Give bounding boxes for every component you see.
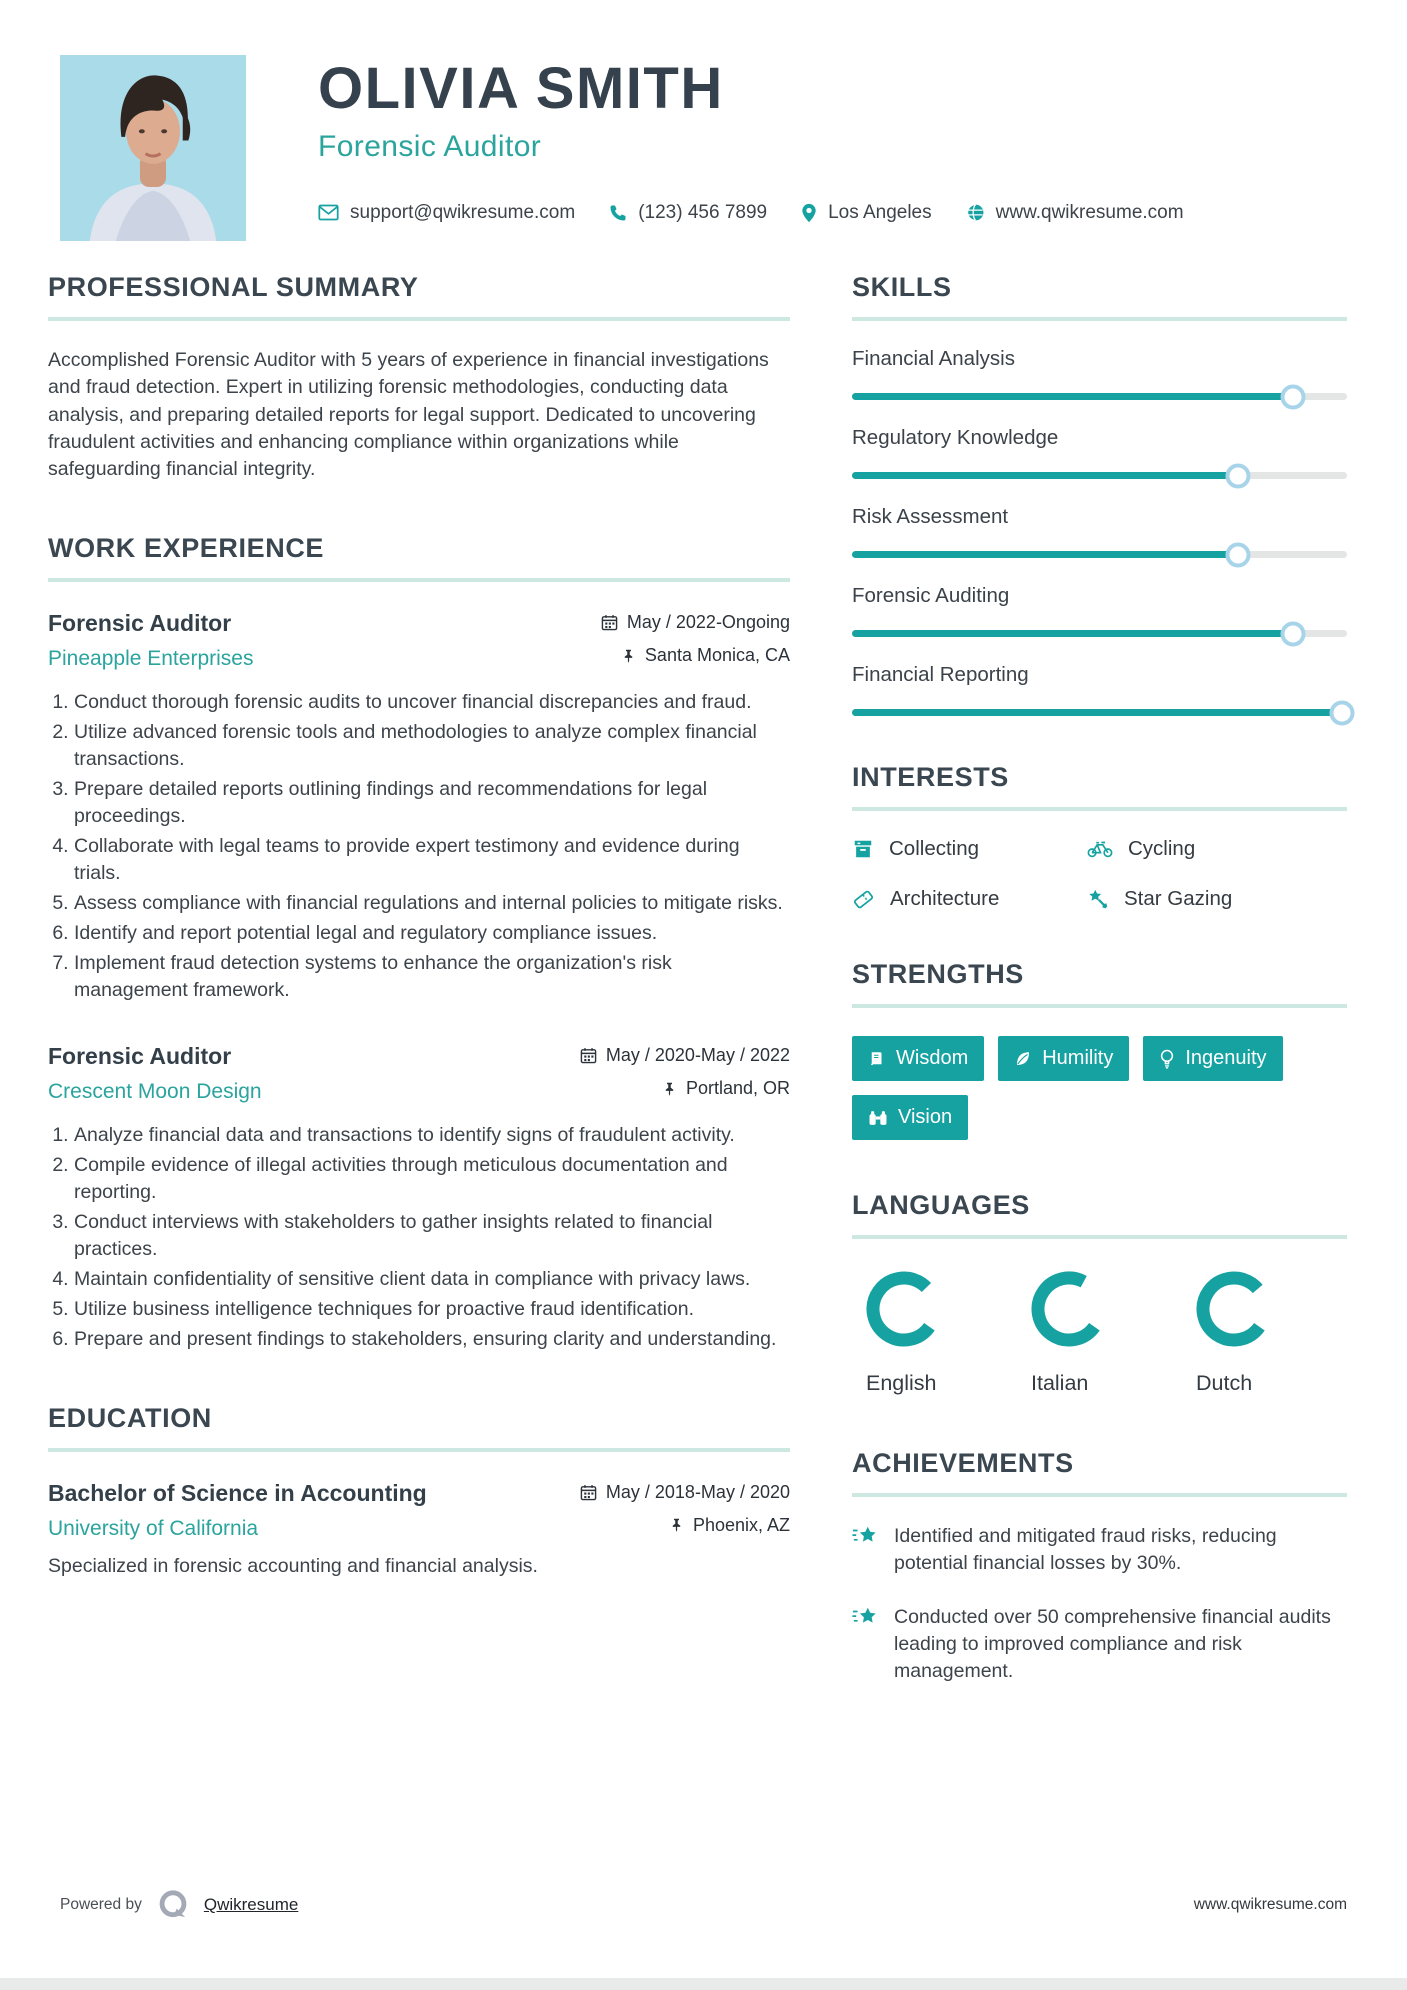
strength-badge	[1143, 1036, 1282, 1081]
language-item	[1017, 1269, 1182, 1396]
work-entry-date: May / 2020-May / 2022	[580, 1045, 790, 1066]
page-title: OLIVIA SMITH	[318, 56, 724, 121]
strength-label: Wisdom	[896, 1047, 969, 1069]
qwikresume-logo	[156, 1888, 190, 1922]
pushpin-icon	[669, 1517, 684, 1533]
section-achievements	[852, 1448, 1347, 1685]
language-level-ring	[1194, 1269, 1274, 1349]
bullet: 1. Conduct thorough forensic audits to uncover financial discrepancies and fraud.	[74, 689, 790, 716]
calendar-icon	[580, 1484, 597, 1501]
skill-item	[852, 584, 1347, 637]
contact-email-text: support@qwikresume.com	[350, 201, 576, 223]
interest-item	[852, 837, 1087, 861]
pushpin-icon	[662, 1081, 677, 1097]
contact-email	[318, 202, 575, 224]
skill-slider[interactable]	[852, 709, 1347, 716]
skill-slider-knob[interactable]	[1226, 463, 1251, 488]
calendar-icon	[580, 1047, 597, 1064]
bullet: 3. Prepare detailed reports outlining findings and recommendations for legal proceedings.	[74, 776, 790, 830]
lightbulb-icon	[1159, 1049, 1175, 1069]
interests-heading: INTERESTS	[852, 762, 1009, 792]
bullet: 6. Prepare and present findings to stakeholders, ensuring clarity and understanding.	[74, 1326, 790, 1353]
interest-item	[852, 887, 1087, 911]
shooting-star-icon	[852, 1525, 878, 1549]
skill-slider-knob[interactable]	[1330, 700, 1355, 725]
work-entry-title: Forensic Auditor	[48, 1043, 232, 1070]
work-heading: WORK EXPERIENCE	[48, 533, 325, 564]
header-text	[318, 55, 1184, 241]
bullet: 2. Compile evidence of illegal activities through meticulous documentation and reporting.	[74, 1152, 790, 1206]
interest-label: Collecting	[889, 837, 980, 860]
language-label: Italian	[1031, 1371, 1089, 1395]
skill-slider-fill	[852, 472, 1238, 479]
skill-slider-knob[interactable]	[1226, 542, 1251, 567]
section-rule	[852, 1235, 1347, 1239]
job-title-subtitle: Forensic Auditor	[318, 129, 542, 163]
skill-item	[852, 663, 1347, 716]
bottom-strip	[0, 1978, 1407, 1990]
summary-heading: PROFESSIONAL SUMMARY	[48, 272, 419, 302]
pushpin-icon	[621, 648, 636, 664]
header	[60, 55, 1347, 241]
contact-phone-text: (123) 456 7899	[638, 201, 768, 223]
globe-icon	[966, 203, 985, 222]
work-bullet-list	[48, 1122, 790, 1352]
education-heading: EDUCATION	[48, 1402, 212, 1433]
bullet: 1. Analyze financial data and transactions to identify signs of fraudulent activity.	[74, 1122, 790, 1149]
skill-slider-knob[interactable]	[1280, 621, 1305, 646]
skill-slider[interactable]	[852, 472, 1347, 479]
interest-item	[1087, 887, 1347, 911]
section-rule	[48, 578, 790, 582]
bullet: 4. Maintain confidentiality of sensitive client data in compliance with privacy laws.	[74, 1266, 790, 1293]
contact-location-text: Los Angeles	[828, 201, 932, 223]
bullet: 6. Identify and report potential legal and regulatory compliance issues.	[74, 920, 790, 947]
language-level-ring	[864, 1269, 944, 1349]
interest-label: Cycling	[1128, 837, 1196, 860]
skill-slider[interactable]	[852, 393, 1347, 400]
achievement-item	[852, 1523, 1347, 1578]
skill-label: Risk Assessment	[852, 505, 1009, 528]
work-entry	[48, 1043, 790, 1352]
skill-label: Regulatory Knowledge	[852, 426, 1059, 449]
section-skills	[852, 272, 1347, 716]
strength-label: Humility	[1042, 1047, 1114, 1069]
education-degree: Bachelor of Science in Accounting	[48, 1479, 427, 1506]
skill-slider-fill	[852, 551, 1238, 558]
strength-label: Vision	[898, 1106, 953, 1128]
skill-slider-knob[interactable]	[1280, 384, 1305, 409]
skill-slider-fill	[852, 709, 1342, 716]
calendar-icon	[601, 614, 618, 631]
leaf-icon	[1014, 1050, 1032, 1068]
shooting-star-icon	[852, 1606, 878, 1630]
education-school: University of California	[48, 1516, 259, 1540]
main-column	[48, 272, 790, 1578]
binoculars-icon	[868, 1109, 888, 1127]
work-entry-title: Forensic Auditor	[48, 610, 232, 637]
interest-label: Architecture	[890, 887, 1000, 910]
archive-icon	[852, 838, 874, 860]
language-item	[1182, 1269, 1347, 1396]
work-entry-date: May / 2022-Ongoing	[601, 612, 790, 633]
section-professional-summary	[48, 272, 790, 483]
skill-label: Financial Analysis	[852, 347, 1015, 370]
achievement-text: Conducted over 50 comprehensive financial audits leading to improved compliance and risk management.	[894, 1605, 1331, 1683]
work-entry-location: Santa Monica, CA	[601, 645, 790, 666]
languages-heading: LANGUAGES	[852, 1190, 1030, 1220]
contact-website-text: www.qwikresume.com	[995, 201, 1184, 223]
language-label: Dutch	[1196, 1371, 1253, 1395]
skill-slider[interactable]	[852, 551, 1347, 558]
skills-heading: SKILLS	[852, 272, 952, 302]
strength-label: Ingenuity	[1185, 1047, 1267, 1069]
strength-badge	[852, 1036, 984, 1081]
map-pin-icon	[801, 203, 817, 223]
skill-slider[interactable]	[852, 630, 1347, 637]
language-item	[852, 1269, 1017, 1396]
achievements-heading: ACHIEVEMENTS	[852, 1448, 1074, 1478]
work-entry-location: Portland, OR	[580, 1078, 790, 1099]
skill-item	[852, 505, 1347, 558]
shooting-star-icon	[1087, 888, 1109, 910]
work-entry-company: Pineapple Enterprises	[48, 647, 254, 671]
contact-phone	[609, 202, 767, 224]
section-rule	[852, 807, 1347, 811]
book-icon	[868, 1050, 886, 1068]
education-entry	[48, 1480, 790, 1578]
skill-item	[852, 347, 1347, 400]
avatar	[60, 55, 246, 241]
section-languages	[852, 1190, 1347, 1396]
work-bullet-list	[48, 689, 790, 1003]
section-strengths	[852, 959, 1347, 1140]
section-interests	[852, 762, 1347, 911]
strength-badge	[998, 1036, 1129, 1081]
sidebar-column	[852, 272, 1347, 1685]
skill-label: Financial Reporting	[852, 663, 1029, 686]
education-location: Phoenix, AZ	[580, 1515, 790, 1536]
skill-label: Forensic Auditing	[852, 584, 1010, 607]
section-rule	[48, 317, 790, 321]
skill-slider-fill	[852, 393, 1293, 400]
education-date: May / 2018-May / 2020	[580, 1482, 790, 1503]
footer	[60, 1888, 1347, 1922]
profile-photo	[60, 55, 246, 241]
bullet: 3. Conduct interviews with stakeholders to gather insights related to financial practices.	[74, 1209, 790, 1263]
language-label: English	[866, 1371, 937, 1395]
bicycle-icon	[1087, 839, 1113, 859]
strengths-heading: STRENGTHS	[852, 959, 1024, 989]
skill-slider-fill	[852, 630, 1293, 637]
strength-badge	[852, 1095, 968, 1140]
summary-text: Accomplished Forensic Auditor with 5 years of experience in financial investigations and fraud detection. Expert in utilizing forensic methodologies, conducting data analysis, and preparing detailed reports for legal support. Dedicated to uncovering fraudulent activities and enhancing compliance within organizations while safeguarding financial integrity.	[48, 349, 769, 481]
phone-icon	[609, 204, 627, 222]
powered-by-label: Powered by	[60, 1896, 142, 1913]
skill-item	[852, 426, 1347, 479]
ticket-icon	[852, 888, 875, 911]
bullet: 5. Assess compliance with financial regulations and internal policies to mitigate risks.	[74, 890, 790, 917]
bullet: 5. Utilize business intelligence techniques for proactive fraud identification.	[74, 1296, 790, 1323]
work-entry-company: Crescent Moon Design	[48, 1080, 262, 1104]
qwikresume-link[interactable]: Qwikresume	[203, 1895, 299, 1914]
contact-website	[966, 202, 1184, 224]
interest-item	[1087, 837, 1347, 861]
section-rule	[852, 317, 1347, 321]
contact-row	[318, 202, 1184, 224]
interest-label: Star Gazing	[1124, 887, 1233, 910]
section-rule	[852, 1004, 1347, 1008]
language-level-ring	[1029, 1269, 1109, 1349]
footer-website: www.qwikresume.com	[1193, 1896, 1347, 1913]
bullet: 4. Collaborate with legal teams to provide expert testimony and evidence during trials.	[74, 833, 790, 887]
education-note: Specialized in forensic accounting and financial analysis.	[48, 1554, 538, 1577]
section-rule	[852, 1493, 1347, 1497]
envelope-icon	[318, 204, 339, 221]
section-education	[48, 1403, 790, 1578]
achievement-item	[852, 1604, 1347, 1686]
bullet: 2. Utilize advanced forensic tools and methodologies to analyze complex financial transactions.	[74, 719, 790, 773]
achievement-text: Identified and mitigated fraud risks, reducing potential financial losses by 30%.	[894, 1525, 1277, 1575]
section-work-experience	[48, 533, 790, 1352]
bullet: 7. Implement fraud detection systems to enhance the organization's risk management framework.	[74, 950, 790, 1004]
section-rule	[48, 1448, 790, 1452]
work-entry	[48, 610, 790, 1003]
contact-location	[801, 202, 932, 224]
